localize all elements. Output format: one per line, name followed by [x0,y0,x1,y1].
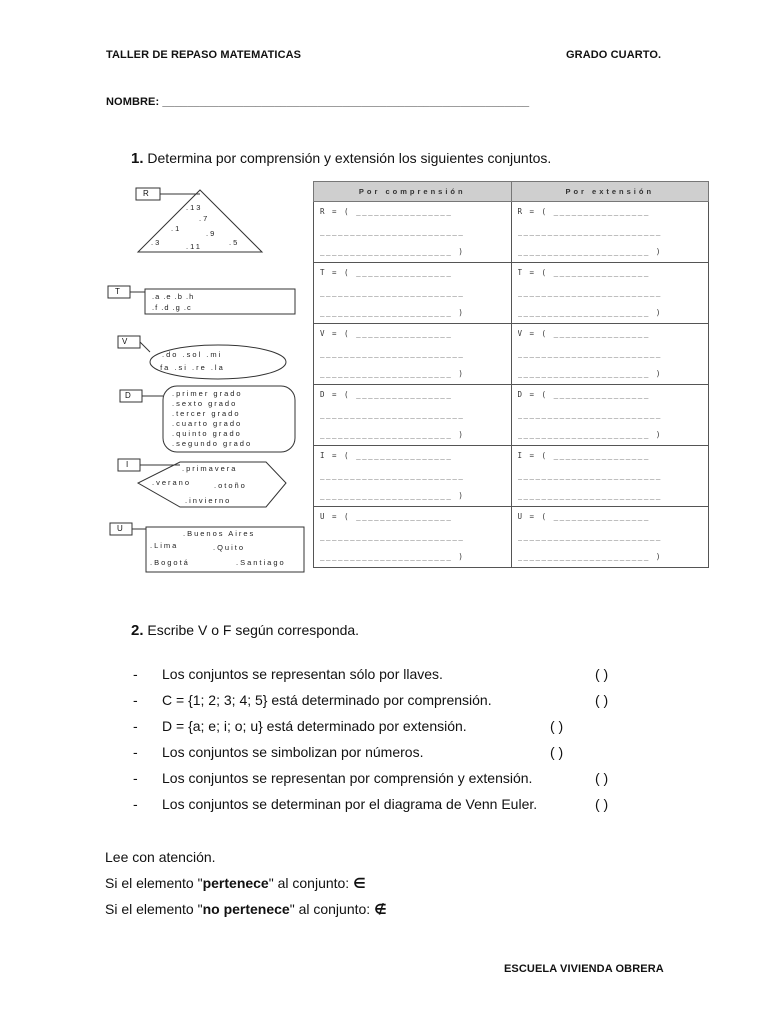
cell-line: ________________________ [517,471,662,480]
answer-cell[interactable] [314,507,512,568]
set-r-item: .5 [229,238,240,247]
cell-line: ________________________ [517,288,662,297]
answer-cell[interactable] [511,385,709,446]
set-u-item: .Bogotá [150,558,190,567]
set-t-row: .f .d .g .c [152,303,192,312]
column-header-comprehension: Por comprensión [314,182,512,202]
cell-line: ______________________ ) [320,308,465,317]
question-2 [131,622,359,639]
set-d-label: D [125,391,131,400]
cell-line: ________________________ [320,288,465,297]
cell-line: D = ( ________________ [517,390,650,399]
cell-line: ________________________ [517,227,662,236]
cell-line: ______________________ ) [517,552,662,561]
answer-cell[interactable] [314,324,512,385]
cell-line: ________________________ [320,227,465,236]
belongs-note-c: " al conjunto: [268,875,354,891]
cell-line: T = ( ________________ [320,268,453,277]
name-field[interactable]: NOMBRE: ___________________________________________________________ [106,96,530,108]
set-i-item: .verano [152,478,192,487]
cell-line: ______________________ ) [517,369,662,378]
set-d-item: .cuarto grado [172,419,243,428]
set-i-label-box [118,459,140,471]
question-1 [131,150,551,167]
answer-parentheses[interactable]: ( ) [550,744,564,760]
cell-line: R = ( ________________ [320,207,453,216]
cell-line: ________________________ [517,349,662,358]
cell-line: D = ( ________________ [320,390,453,399]
set-diagrams [100,180,310,580]
item-dash: - [133,718,138,734]
item-statement: Los conjuntos se determinan por el diagrama de Venn Euler. [162,796,538,812]
notes-intro: Lee con atención. [105,849,216,865]
set-v-connector [140,342,150,352]
cell-line: U = ( ________________ [517,512,650,521]
cell-line: ________________________ [320,349,465,358]
cell-line: ______________________ ) [517,247,662,256]
cell-line: ______________________ ) [320,430,465,439]
set-d-item: .quinto grado [172,429,242,438]
cell-line: ______________________ ) [320,491,465,500]
answer-cell[interactable] [314,446,512,507]
cell-line: I = ( ________________ [320,451,453,460]
set-u-item: .Lima [150,541,179,550]
set-r-item: .9 [206,229,217,238]
not-element-of-icon: ∉ [374,901,387,917]
element-of-icon: ∈ [353,875,366,891]
answer-parentheses[interactable]: ( ) [550,718,564,734]
set-d-item: .segundo grado [172,439,253,448]
set-u-item: .Santiago [236,558,286,567]
belongs-note-bold: pertenece [202,875,269,891]
column-header-extension: Por extensión [511,182,709,202]
set-i-item: .otoño [214,481,247,490]
cell-line: ______________________ ) [320,247,465,256]
item-dash: - [133,666,138,682]
answer-cell[interactable] [511,507,709,568]
answer-parentheses[interactable]: ( ) [595,770,609,786]
cell-line: ________________________ [517,491,662,500]
cell-line: R = ( ________________ [517,207,650,216]
item-statement: D = {a; e; i; o; u} está determinado por extensión. [162,718,467,734]
cell-line: ________________________ [320,410,465,419]
question-1-text: Determina por comprensión y extensión los siguientes conjuntos. [147,150,552,166]
item-dash: - [133,744,138,760]
set-i-item: .primavera [182,464,238,473]
answer-cell[interactable] [511,324,709,385]
set-r-item: .7 [199,214,210,223]
item-dash: - [133,692,138,708]
sets-answer-table [313,181,709,568]
cell-line: T = ( ________________ [517,268,650,277]
item-statement: Los conjuntos se representan sólo por llaves. [162,666,443,682]
set-d-label-box [120,390,142,402]
not-belongs-note [105,901,387,918]
cell-line: U = ( ________________ [320,512,453,521]
school-name: ESCUELA VIVIENDA OBRERA [504,963,664,975]
set-d-item: .tercer grado [172,409,241,418]
set-v-row: .do .sol .mi [162,350,223,359]
cell-line: ______________________ ) [320,369,465,378]
cell-line: ______________________ ) [517,430,662,439]
question-2-text: Escribe V o F según corresponda. [147,622,360,638]
item-statement: Los conjuntos se representan por comprensión y extensión. [162,770,533,786]
cell-line: ________________________ [320,471,465,480]
cell-line: ________________________ [517,410,662,419]
set-d-item: .primer grado [172,389,243,398]
answer-cell[interactable] [511,263,709,324]
worksheet-title: TALLER DE REPASO MATEMATICAS [106,49,302,61]
answer-parentheses[interactable]: ( ) [595,692,609,708]
set-r-item: .3 [151,238,162,247]
not-belongs-note-a: Si el elemento " [105,901,203,917]
set-v-row: .fa .si .re .la [156,363,225,372]
not-belongs-note-bold: no pertenece [202,901,290,917]
cell-line: V = ( ________________ [517,329,650,338]
item-statement: Los conjuntos se simbolizan por números. [162,744,424,760]
set-i-item: .invierno [185,496,232,505]
item-dash: - [133,770,138,786]
item-dash: - [133,796,138,812]
grade-label: GRADO CUARTO. [566,49,662,61]
set-r-item: .1 [171,224,182,233]
answer-cell[interactable] [314,385,512,446]
answer-parentheses[interactable]: ( ) [595,666,609,682]
answer-cell[interactable] [511,446,709,507]
set-t-label: T [115,287,120,296]
cell-line: ______________________ ) [320,552,465,561]
set-r-label: R [143,189,149,198]
cell-line: V = ( ________________ [320,329,453,338]
cell-line: ________________________ [517,532,662,541]
set-d-item: .sexto grado [172,399,238,408]
cell-line: I = ( ________________ [517,451,650,460]
belongs-note-a: Si el elemento " [105,875,203,891]
cell-line: ________________________ [320,532,465,541]
answer-parentheses[interactable]: ( ) [595,796,609,812]
answer-cell[interactable] [314,202,512,263]
cell-line: ______________________ ) [517,308,662,317]
set-u-item: .Quito [213,543,246,552]
item-statement: C = {1; 2; 3; 4; 5} está determinado por comprensión. [162,692,492,708]
belongs-note [105,875,366,892]
set-t-row: .a .e .b .h [152,292,195,301]
question-1-number: 1. [131,150,144,167]
answer-cell[interactable] [511,202,709,263]
set-r-item: .11 [186,242,202,251]
set-r-item: .13 [186,203,203,212]
answer-cell[interactable] [314,263,512,324]
question-2-number: 2. [131,622,144,639]
set-v-label: V [122,337,128,346]
set-u-label: U [117,524,123,533]
set-u-item: .Buenos Aires [183,529,256,538]
not-belongs-note-c: " al conjunto: [289,901,375,917]
set-i-label: I [126,460,129,469]
